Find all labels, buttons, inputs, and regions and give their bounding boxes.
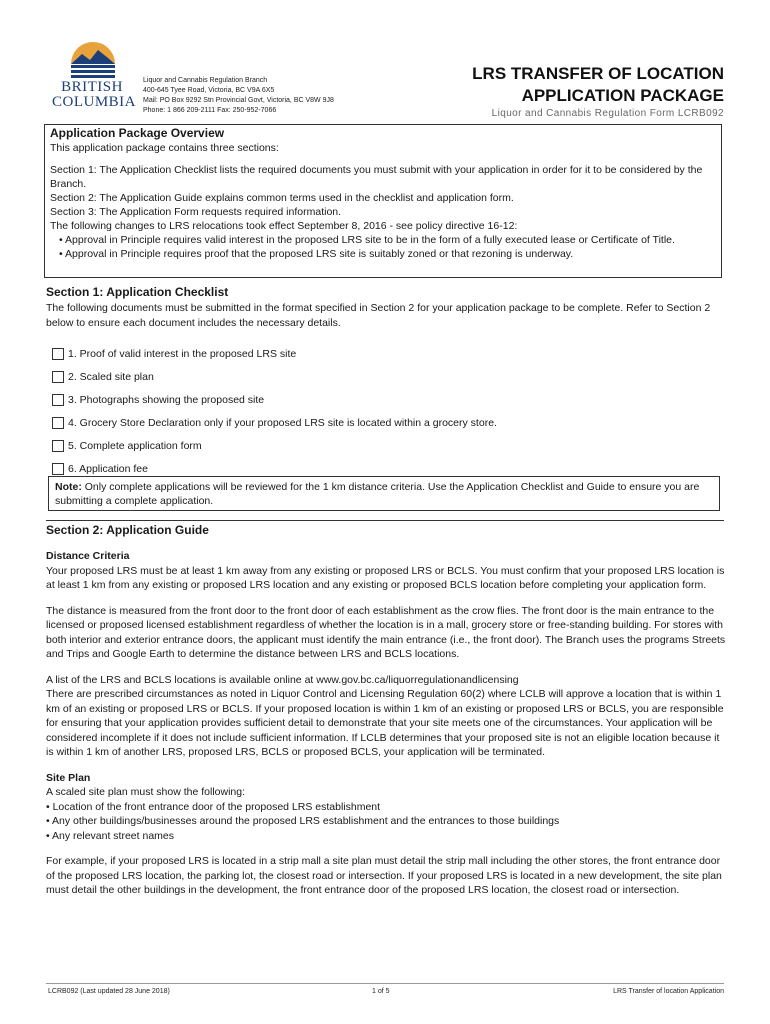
overview-bullet-1: • Approval in Principle requires valid interest in the proposed LRS site to be in the form of a fully executed lease or Certificate of Title. [59,234,675,246]
overview-intro: This application package contains three sections: [50,142,279,154]
checkbox-grocery-declaration[interactable] [52,417,64,429]
checklist-item [52,388,497,411]
checklist-item-label: 3. Photographs showing the proposed site [68,393,265,406]
note-text: Only complete applications will be reviewed for the 1 km distance criteria. Use the Application Checklist and Guide to ensure you are submitting a complete application. [55,481,700,507]
checklist-item-label: 6. Application fee [68,462,148,475]
checkbox-application-fee[interactable] [52,463,64,475]
section-1-heading: Section 1: Application Checklist [46,285,229,299]
document-title [472,63,724,107]
branch-address-block [143,76,334,116]
checklist-item [52,411,497,434]
checklist [52,342,497,480]
title-line-1: LRS TRANSFER OF LOCATION [472,64,724,83]
form-subtitle: Liquor and Cannabis Regulation Form LCRB092 [491,108,724,119]
application-guide [46,549,726,898]
overview-heading: Application Package Overview [50,126,225,140]
branch-name: Liquor and Cannabis Regulation Branch [143,77,268,84]
overview-box [44,124,722,278]
site-plan-paragraph-2: For example, if your proposed LRS is located in a strip mall a site plan must detail the strip mall including the other stores, the front entrance door of the proposed LRS location, the parking lot, the closest road or intersection. If your proposed LRS is located in a new development, the site plan must detail the other buildings in the development, the front entrance door of the proposed LRS location, the closest road or intersection. [46,855,722,896]
checklist-item-label: 2. Scaled site plan [68,370,154,383]
footer-divider [46,983,724,984]
distance-criteria-heading: Distance Criteria [46,550,130,562]
checklist-item [52,365,497,388]
branch-mail: Mail: PO Box 9292 Stn Provincial Govt, Victoria, BC V8W 9J8 [143,97,334,104]
overview-bullet-2: • Approval in Principle requires proof that the proposed LRS site is suitably zoned or that rezoning is underway. [59,248,574,260]
site-plan-bullet-2: • Any other buildings/businesses around the proposed LRS establishment and the entrances to those buildings [46,815,560,827]
site-plan-bullet-3: • Any relevant street names [46,829,174,842]
checkbox-photographs[interactable] [52,394,64,406]
overview-section-1: Section 1: The Application Checklist lists the required documents you must submit with your application in order for it to be considered by the Branch. [50,164,703,190]
section-2-heading: Section 2: Application Guide [46,520,724,537]
logo-line-1: BRITISH [61,79,123,95]
note-box [48,476,720,511]
checklist-item-label: 5. Complete application form [68,439,202,452]
distance-paragraph-1: Your proposed LRS must be at least 1 km away from any existing or proposed LRS or BCLS. You must confirm that your proposed LRS location is at least 1 km from any existing or proposed LRS location and any existing or proposed BCLS location before completing your application form. [46,564,725,591]
overview-section-2: Section 2: The Application Guide explains common terms used in the checklist and application form. [50,192,514,204]
footer-form-id: LCRB092 (Last updated 28 June 2018) [48,988,170,995]
section-1-intro-text: The following documents must be submitted in the format specified in Section 2 for your application package to be complete. Refer to Section 2 below to ensure each document includes the necessary details. [46,302,711,329]
checklist-item-label: 1. Proof of valid interest in the proposed LRS site [68,347,297,360]
footer-doc-name: LRS Transfer of location Application [613,988,724,995]
branch-address: 400-645 Tyee Road, Victoria, BC V9A 6X5 [143,87,275,94]
site-plan-intro: A scaled site plan must show the following: [46,786,246,798]
checkbox-site-plan[interactable] [52,371,64,383]
distance-paragraph-3b: There are prescribed circumstances as noted in Liquor Control and Licensing Regulation 60(2) where LCLB will approve a location that is within 1 km of an existing or proposed LRS or BCLS. If your proposed location is within 1 km of an existing or proposed LRS or BCLS, you are responsible for ensuring that your application provides sufficient detail to demonstrate that your site meets one of the circumstances. Your application will be considered incomplete if it does not include sufficient information. If LCLB determines that your proposed site is not an eligible location because it is within 1 km of another LRS, proposed LRS, BCLS or proposed BCLS, your application will be terminated. [46,688,724,758]
section-1-intro [46,301,726,330]
logo-wordmark [52,79,137,110]
overview-section-3: Section 3: The Application Form requests required information. [50,206,342,218]
title-line-2: APPLICATION PACKAGE [521,86,724,105]
footer-page-number: 1 of 5 [372,988,390,995]
distance-paragraph-3a: A list of the LRS and BCLS locations is available online at www.gov.bc.ca/liquorregulationandlicensing [46,673,519,686]
site-plan-heading: Site Plan [46,771,91,784]
distance-paragraph-2: The distance is measured from the front door to the front door of each establishment as the crow flies. The front door is the main entrance to the licensed or proposed licensed establishment regardless of whether the location is in a mall, grocery store or free-standing building. For stores with both interior and exterior entrance doors, the applicant must identify the main entrance (i.e., the front door). The Branch uses the programs Streets and Trips and Google Earth to determine the distance between LRS and BCLS locations. [46,604,726,660]
checkbox-proof-of-interest[interactable] [52,348,64,360]
logo-line-2: COLUMBIA [52,94,137,110]
checklist-item [52,342,497,365]
checklist-item [52,434,497,457]
checkbox-application-form[interactable] [52,440,64,452]
overview-changes: The following changes to LRS relocations took effect September 8, 2016 - see policy directive 16-12: [50,220,518,232]
branch-phone: Phone: 1 866 209-2111 Fax: 250-952-7066 [143,107,277,114]
site-plan-bullet-1: • Location of the front entrance door of the proposed LRS establishment [46,800,381,813]
checklist-item-label: 4. Grocery Store Declaration only if your proposed LRS site is located within a grocery store. [68,416,497,429]
note-label: Note: [55,481,82,493]
